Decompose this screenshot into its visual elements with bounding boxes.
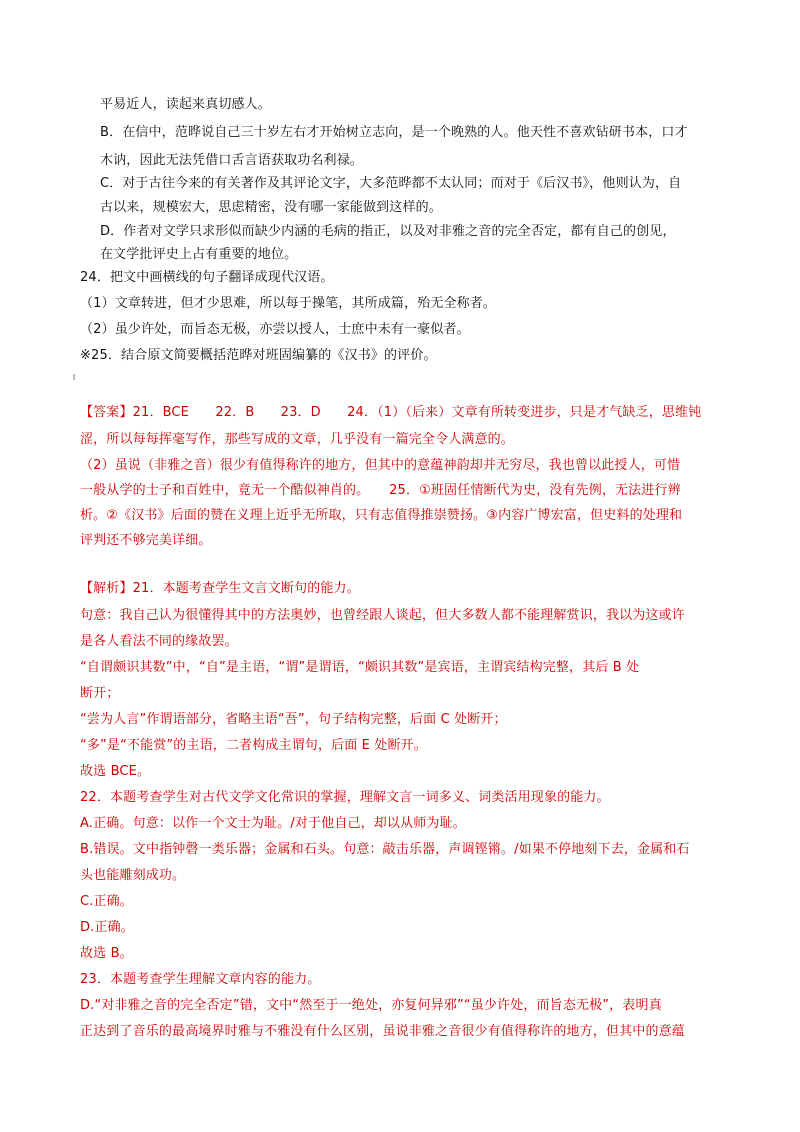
answer-line-1: 【答案】21．BCE 22．B 23．D 24．（1）（后来）文章有所转变进步，只是才气缺乏，思维钝 [80,405,702,420]
analysis-line-14: D.正确。 [80,920,134,935]
margin-mark [73,374,75,380]
question-option-a-tail: 平易近人，读起来真切感人。 [100,97,271,112]
question-24-part-2: （2）虽少许处，而旨态无极，亦尝以授人，士庶中未有一豪似者。 [80,322,470,337]
analysis-line-11: B.错误。文中指钟磬一类乐器；金属和石头。句意：敲击乐器，声调铿锵。/如果不停地刻下去，金属和石 [80,842,690,857]
question-option-d: D．作者对文学只求形似而缺少内涵的毛病的指正，以及对非雅之音的完全否定，都有自己的创见， [100,224,676,239]
question-24-prompt: 24．把文中画横线的句子翻译成现代汉语。 [80,270,334,285]
question-option-b-cont: 木讷，因此无法凭借口舌言语获取功名利禄。 [100,153,364,168]
analysis-line-15: 故选 B。 [80,946,133,961]
analysis-line-3: 是各人看法不同的缘故罢。 [80,634,238,649]
answer-line-5: 析。②《汉书》后面的赞在义理上近乎无所取，只有志值得推崇赞扬。③内容广博宏富，但史料的处理和 [80,508,683,523]
question-25-prompt: ※25．结合原文简要概括范晔对班固编纂的《汉书》的评价。 [80,348,437,363]
analysis-line-13: C.正确。 [80,894,133,909]
question-24-part-1: （1）文章转进，但才少思难，所以每于操笔，其所成篇，殆无全称者。 [80,296,497,311]
answer-line-6: 评判还不够完美详细。 [80,533,212,548]
answer-line-3: （2）虽说（非雅之音）很少有值得称许的地方，但其中的意蕴神韵却并无穷尽，我也曾以此授人，可惜 [80,458,681,473]
question-option-b: B．在信中，范晔说自己三十岁左右才开始树立志向，是一个晚熟的人。他天性不喜欢钻研书本，口才 [100,125,688,140]
analysis-line-2: 句意：我自己认为很懂得其中的方法奥妙，也曾经跟人谈起，但大多数人都不能理解赏识，我以为这或许 [80,608,685,623]
answer-line-2: 涩，所以每每挥毫写作，那些写成的文章，几乎没有一篇完全令人满意的。 [80,432,514,447]
analysis-line-5: 断开； [80,686,120,701]
analysis-line-12: 头也能雕刻成功。 [80,868,186,883]
question-option-c-cont: 古以来，规模宏大，思虑精密，没有哪一家能做到这样的。 [100,200,442,215]
analysis-line-6: “尝为人言”作谓语部分，省略主语“吾”，句子结构完整，后面 C 处断开； [80,712,507,727]
answer-line-4: 一般从学的士子和百姓中，竟无一个酷似神肖的。 25．①班固任情断代为史，没有先例，无法进行辨 [80,483,681,498]
analysis-line-1: 【解析】21．本题考查学生文言文断句的能力。 [80,581,360,596]
analysis-line-4: “自谓颇识其数”中，“自”是主语，“谓”是谓语，“颇识其数”是宾语，主谓宾结构完整，其后 B 处 [80,660,640,675]
analysis-line-8: 故选 BCE。 [80,764,151,779]
question-option-d-cont: 在文学批评史上占有重要的地位。 [100,247,298,262]
analysis-line-7: “多”是“不能赏”的主语，二者构成主谓句，后面 E 处断开。 [80,738,427,753]
analysis-line-10: A.正确。句意：以作一个文士为耻。/对于他自己，却以从师为耻。 [80,816,466,831]
analysis-line-16: 23．本题考查学生理解文章内容的能力。 [80,972,321,987]
analysis-line-18: 正达到了音乐的最高境界时雅与不雅没有什么区别，虽说非雅之音很少有值得称许的地方，但其中的意蕴 [80,1024,685,1039]
analysis-line-17: D.“对非雅之音的完全否定”错，文中“然至于一绝处，亦复何异邪”“虽少许处，而旨态无极”，表明真 [80,998,662,1013]
analysis-line-9: 22．本题考查学生对古代文学文化常识的掌握，理解文言一词多义、词类活用现象的能力。 [80,790,610,805]
question-option-c: C．对于古往今来的有关著作及其评论文字，大多范晔都不太认同；而对于《后汉书》，他则认为，自 [100,176,682,191]
